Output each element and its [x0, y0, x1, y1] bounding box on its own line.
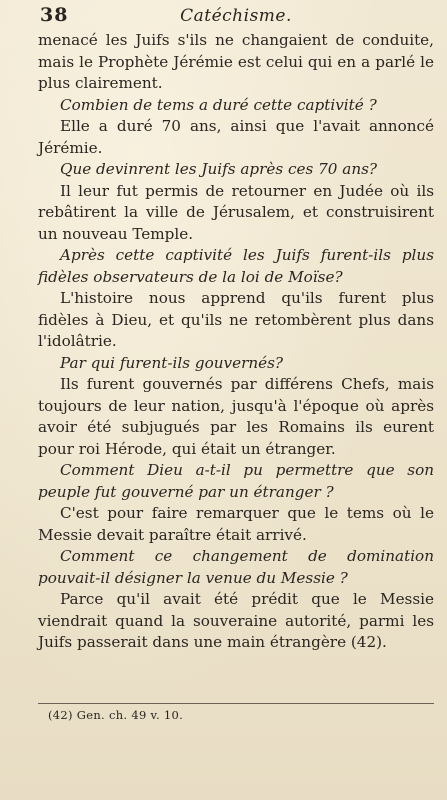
- question: Par qui furent-ils gouvernés?: [60, 353, 284, 372]
- page-header: [40, 4, 432, 28]
- footnote: (42) Gen. ch. 49 v. 10.: [48, 708, 184, 722]
- running-title: Catéchisme.: [180, 6, 292, 26]
- question: Après cette captivité les Juifs furent-ils plus fidèles observateurs de la loi de Moïse?: [38, 246, 434, 286]
- question: Comment Dieu a-t-il pu permettre que son peuple fut gouverné par un étranger ?: [38, 461, 434, 501]
- question: Combien de tems a duré cette captivité ?: [60, 95, 377, 114]
- answer: Ils furent gouvernés par différens Chefs, mais toujours de leur nation, jusqu'à l'époque où après avoir été subjugués par les Romains ils eurent pour roi Hérode, qui était un étranger.: [38, 375, 434, 458]
- answer: C'est pour faire remarquer que le tems où le Messie devait paraître était arrivé.: [38, 504, 434, 544]
- answer: Il leur fut permis de retourner en Judée où ils rebâtirent la ville de Jérusalem, et construisirent un nouveau Temple.: [38, 181, 434, 243]
- paragraph-continuation: menacé les Juifs s'ils ne changaient de conduite, mais le Prophète Jérémie est celui qui en a parlé le plus clairement.: [38, 31, 434, 92]
- question: Comment ce changement de domination pouvait-il désigner la venue du Messie ?: [38, 547, 434, 587]
- answer: L'histoire nous apprend qu'ils furent plus fidèles à Dieu, et qu'ils ne retombèrent plus dans l'idolâtrie.: [38, 289, 434, 350]
- answer: Elle a duré 70 ans, ainsi que l'avait annoncé Jérémie.: [38, 117, 434, 157]
- page-number: 38: [40, 4, 69, 26]
- page-body: [38, 30, 434, 654]
- footnote-divider: [38, 703, 434, 704]
- question: Que devinrent les Juifs après ces 70 ans?: [60, 160, 378, 178]
- answer: Parce qu'il avait été prédit que le Messie viendrait quand la souveraine autorité, parmi les Juifs passerait dans une main étrangère (42).: [38, 590, 434, 651]
